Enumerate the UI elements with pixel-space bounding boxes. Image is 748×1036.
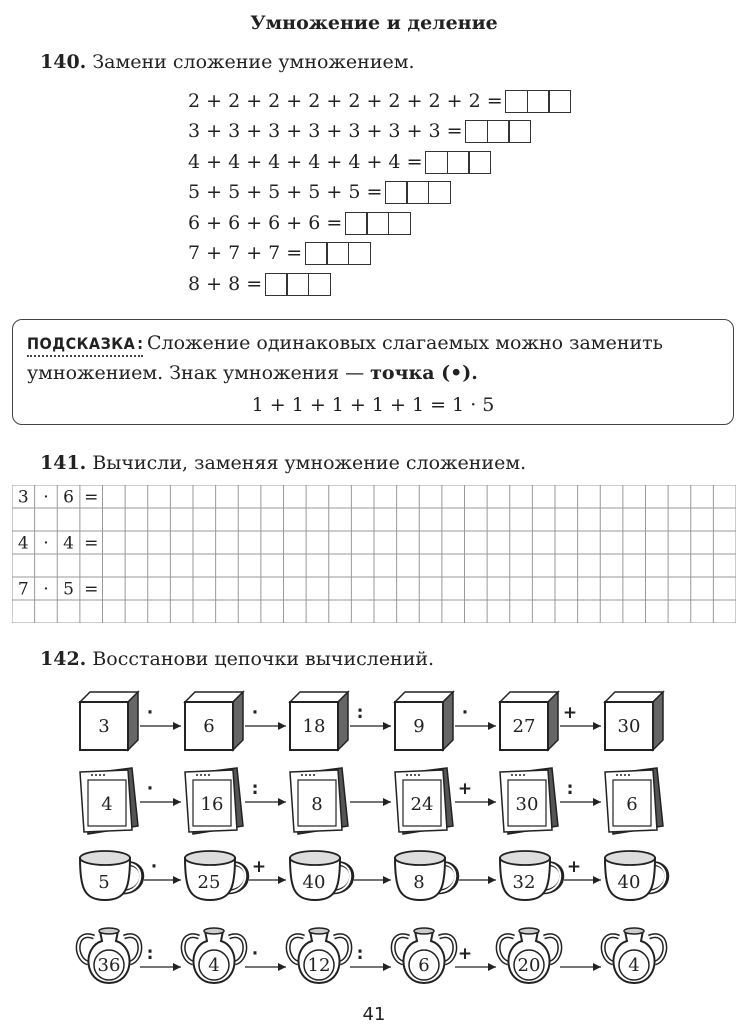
cup-shape [290,851,352,900]
operator-label: + [251,857,267,877]
chain-value: 16 [200,794,224,815]
answer-box[interactable] [366,212,389,235]
answer-box[interactable] [286,273,309,296]
equation-text: 6 + 6 + 6 + 6 = [188,212,343,234]
grid-char: · [43,533,49,554]
answer-boxes[interactable] [427,151,492,174]
chain-value: 4 [208,955,220,976]
chain-value: 40 [617,872,641,893]
task-number: 141. [40,452,87,474]
equation-text: 4 + 4 + 4 + 4 + 4 + 4 = [188,151,423,173]
answer-boxes[interactable] [306,242,371,265]
chain-value: 36 [97,955,121,976]
operator-label: + [457,779,473,799]
answer-box[interactable] [447,151,470,174]
operator-label: : [146,944,154,964]
jug-shape [288,928,350,983]
chain-value: 8 [311,794,323,815]
book-shape [500,768,558,834]
answer-box[interactable] [305,242,328,265]
chain-arrow [144,857,181,884]
cube-shape [290,692,348,750]
chain-value: 24 [410,794,434,815]
task-140-heading [40,51,415,73]
answer-box[interactable] [428,181,451,204]
jug-shape [498,928,560,983]
chain-arrow [245,703,286,730]
operator-label: · [146,703,154,723]
cube-shape [605,692,663,750]
equation-row [188,179,451,205]
cube-shape [395,692,453,750]
answer-box[interactable] [265,273,288,296]
jug-shape [393,928,455,983]
task-text: Восстанови цепочки вычислений. [92,648,435,670]
operator-label: : [356,944,364,964]
answer-box[interactable] [348,242,371,265]
chain-value: 3 [98,716,110,737]
book-shape [605,768,663,834]
chain-arrow [140,944,181,971]
task-number: 140. [40,51,87,73]
chain-arrow [455,703,496,730]
calculation-chains [0,680,748,995]
chain-value: 25 [197,872,221,893]
answer-boxes[interactable] [266,273,331,296]
operator-label: + [457,944,473,964]
answer-box[interactable] [308,273,331,296]
chain-arrow [564,857,601,884]
answer-box[interactable] [385,181,408,204]
grid-char: 3 [17,487,29,508]
answer-box[interactable] [468,151,491,174]
equation-text: 7 + 7 + 7 = [188,242,303,264]
chain-value: 30 [515,794,539,815]
chain-value: 5 [98,872,110,893]
cup-shape [500,851,562,900]
grid-char: 4 [17,533,29,554]
answer-boxes[interactable] [346,212,411,235]
chain-arrow [350,944,391,971]
equation-text: 8 + 8 = [188,273,263,295]
answer-box[interactable] [508,120,531,143]
squared-grid[interactable] [12,485,736,623]
operator-label: · [461,703,469,723]
cube-shape [500,692,558,750]
cup-shape [605,851,667,900]
answer-boxes[interactable] [386,181,451,204]
hint-box [12,319,734,425]
page-title: Умножение и деление [250,12,498,34]
operator-label: · [150,857,158,877]
task-text: Замени сложение умножением. [92,51,415,73]
equation-row [188,210,411,236]
task-142-heading [40,648,434,670]
book-shape [185,768,243,834]
chain-value: 18 [302,716,326,737]
answer-box[interactable] [388,212,411,235]
chain-value: 4 [101,794,113,815]
chain-value: 27 [512,716,536,737]
chain-arrow [245,779,286,806]
answer-box[interactable] [487,120,510,143]
answer-box[interactable] [465,120,488,143]
chain-arrow [249,857,286,884]
chain-value: 4 [628,955,640,976]
operator-label: + [562,703,578,723]
cube-shape [80,692,138,750]
grid-char: 5 [63,579,74,600]
grid-char: = [84,579,99,600]
page-number: 41 [362,1004,386,1025]
chain-arrow [140,703,181,730]
answer-box[interactable] [548,90,571,113]
operator-label: + [566,857,582,877]
equation-text: 3 + 3 + 3 + 3 + 3 + 3 + 3 = [188,120,463,142]
book-shape [80,768,138,834]
task-number: 142. [40,648,87,670]
chain-arrow [354,876,391,884]
task-text: Вычисли, заменяя умножение сложением. [92,452,527,474]
operator-label: · [251,703,259,723]
chain-value: 6 [626,794,638,815]
chain-arrow [245,944,286,971]
operator-label: : [566,779,574,799]
operator-label: : [356,703,364,723]
answer-boxes[interactable] [507,90,572,113]
equation-row [188,149,491,175]
answer-box[interactable] [527,90,550,113]
jug-shape [603,928,665,983]
chain-value: 12 [307,955,331,976]
chain-arrow [350,703,391,730]
answer-box[interactable] [406,181,429,204]
chain-value: 32 [512,872,536,893]
chain-value: 20 [517,955,541,976]
jug-shape [183,928,245,983]
chain-value: 40 [302,872,326,893]
grid-char: · [43,579,49,600]
equation-row [188,118,531,144]
operator-label: · [146,779,154,799]
chain-value: 6 [418,955,430,976]
chain-arrow [455,944,496,971]
chain-arrow [560,963,601,971]
jug-shape [78,928,140,983]
hint-line-2: умножением. Знак умножения — точка (•). [27,362,478,384]
cube-shape [185,692,243,750]
grid-char: 6 [63,487,74,508]
cup-shape [395,851,457,900]
equation-text: 5 + 5 + 5 + 5 + 5 = [188,181,383,203]
chain-value: 9 [413,716,425,737]
chain-arrow [455,779,496,806]
equation-row [188,88,571,114]
answer-box[interactable] [326,242,349,265]
chain-value: 8 [413,872,425,893]
chain-value: 30 [617,716,641,737]
equation-row [188,240,371,266]
chain-arrow [140,779,181,806]
answer-box[interactable] [345,212,368,235]
cup-shape [185,851,247,900]
grid-char: 7 [17,579,29,600]
grid-char: = [84,533,99,554]
chain-arrow [560,703,601,730]
grid-char: 4 [63,533,74,554]
chain-arrow [560,779,601,806]
grid-char: · [43,487,49,508]
chain-arrow [350,798,391,806]
operator-label: · [251,944,259,964]
answer-boxes[interactable] [467,120,532,143]
task-141-heading [40,452,526,474]
chain-value: 6 [203,716,215,737]
hint-label: ПОДСКАЗКА : [27,334,143,357]
book-shape [395,768,453,834]
cup-shape [80,851,142,900]
hint-line-1: Сложение одинаковых слагаемых можно заменить [147,332,664,354]
answer-box[interactable] [505,90,528,113]
book-shape [290,768,348,834]
operator-label: : [251,779,259,799]
grid-char: = [84,487,99,508]
answer-box[interactable] [425,151,448,174]
hint-formula: 1 + 1 + 1 + 1 + 1 = 1 · 5 [251,394,495,416]
equation-row [188,271,331,297]
chain-arrow [459,876,496,884]
equation-text: 2 + 2 + 2 + 2 + 2 + 2 + 2 + 2 = [188,90,503,112]
